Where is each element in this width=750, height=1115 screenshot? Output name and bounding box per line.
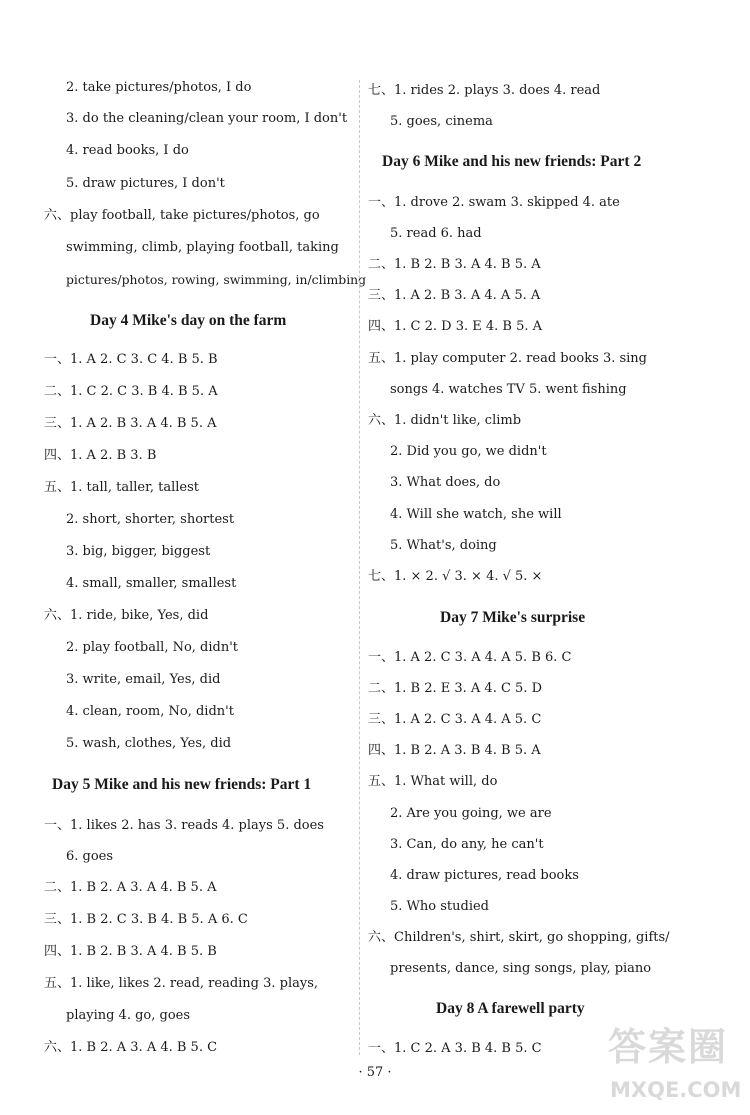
answer-line: 四、1. A 2. B 3. B: [44, 448, 157, 463]
answer-line: 4. draw pictures, read books: [390, 868, 579, 883]
page-number: · 57 ·: [358, 1065, 392, 1080]
answer-line: 6. goes: [66, 849, 114, 864]
answer-line: 4. read books, I do: [66, 143, 189, 158]
answer-line: 二、1. B 2. A 3. A 4. B 5. A: [44, 880, 217, 895]
answer-line: 三、1. B 2. C 3. B 4. B 5. A 6. C: [44, 912, 248, 927]
answer-line: 5. read 6. had: [390, 226, 482, 241]
answer-line: playing 4. go, goes: [66, 1008, 191, 1023]
column-divider: [359, 80, 360, 1055]
answer-line: pictures/photos, rowing, swimming, in/climbing: [66, 272, 367, 287]
answer-line: 五、1. What will, do: [368, 774, 498, 789]
answer-line: 六、1. ride, bike, Yes, did: [44, 608, 209, 623]
answer-line: presents, dance, sing songs, play, piano: [390, 961, 652, 976]
answer-line: 二、1. C 2. C 3. B 4. B 5. A: [44, 384, 218, 399]
answer-line: 5. What's, doing: [390, 538, 497, 553]
answer-line: 五、1. play computer 2. read books 3. sing: [368, 351, 647, 366]
answer-line: 七、1. × 2. √ 3. × 4. √ 5. ×: [368, 569, 543, 584]
answer-line: 2. Are you going, we are: [390, 806, 552, 821]
section-heading-day6: Day 6 Mike and his new friends: Part 2: [382, 153, 642, 170]
answer-line: 四、1. B 2. B 3. A 4. B 5. B: [44, 944, 217, 959]
answer-line: 六、play football, take pictures/photos, go: [44, 208, 320, 223]
answer-line: 3. What does, do: [390, 475, 501, 490]
answer-line: 一、1. A 2. C 3. A 4. A 5. B 6. C: [368, 650, 572, 665]
answer-line: 3. write, email, Yes, did: [66, 672, 221, 687]
answer-line: 七、1. rides 2. plays 3. does 4. read: [368, 83, 601, 98]
section-heading-day8: Day 8 A farewell party: [436, 1000, 585, 1017]
answer-line: 2. short, shorter, shortest: [66, 512, 235, 527]
answer-line: 五、1. like, likes 2. read, reading 3. plays,: [44, 976, 319, 991]
answer-line: 六、Children's, shirt, skirt, go shopping, gifts/: [368, 930, 670, 945]
answer-line: 2. take pictures/photos, I do: [66, 80, 252, 95]
answer-line: 六、1. didn't like, climb: [368, 413, 522, 428]
watermark-url: MXQE.COM: [610, 1078, 742, 1102]
answer-line: 4. Will she watch, she will: [390, 507, 562, 522]
section-heading-day7: Day 7 Mike's surprise: [440, 609, 586, 626]
answer-line: 三、1. A 2. C 3. A 4. A 5. C: [368, 712, 542, 727]
answer-line: 一、1. likes 2. has 3. reads 4. plays 5. does: [44, 818, 324, 833]
section-heading-day5: Day 5 Mike and his new friends: Part 1: [52, 776, 312, 793]
answer-line: 三、1. A 2. B 3. A 4. A 5. A: [368, 288, 541, 303]
answer-line: 五、1. tall, taller, tallest: [44, 480, 200, 495]
answer-line: 5. goes, cinema: [390, 114, 493, 129]
answer-line: 3. Can, do any, he can't: [390, 837, 544, 852]
answer-line: 5. wash, clothes, Yes, did: [66, 736, 232, 751]
answer-line: songs 4. watches TV 5. went fishing: [390, 382, 627, 397]
answer-line: 二、1. B 2. E 3. A 4. C 5. D: [368, 681, 543, 696]
answer-line: 5. draw pictures, I don't: [66, 176, 225, 191]
answer-line: 四、1. C 2. D 3. E 4. B 5. A: [368, 319, 543, 334]
answer-line: 3. big, bigger, biggest: [66, 544, 211, 559]
answer-line: 四、1. B 2. A 3. B 4. B 5. A: [368, 743, 541, 758]
answer-line: 5. Who studied: [390, 899, 489, 914]
answer-line: 2. play football, No, didn't: [66, 640, 239, 655]
answer-line: 4. clean, room, No, didn't: [66, 704, 234, 719]
answer-line: 4. small, smaller, smallest: [66, 576, 237, 591]
watermark-logo-text: 答案圈: [608, 1025, 729, 1069]
watermark-logo: [600, 1015, 745, 1107]
answer-line: 三、1. A 2. B 3. A 4. B 5. A: [44, 416, 217, 431]
answer-line: 一、1. A 2. C 3. C 4. B 5. B: [44, 352, 218, 367]
answer-line: 一、1. drove 2. swam 3. skipped 4. ate: [368, 195, 620, 210]
section-heading-day4: Day 4 Mike's day on the farm: [90, 312, 287, 329]
answer-line: swimming, climb, playing football, taking: [66, 240, 339, 255]
answer-line: 3. do the cleaning/clean your room, I don't: [66, 111, 348, 126]
answer-line: 2. Did you go, we didn't: [390, 444, 547, 459]
answer-line: 六、1. B 2. A 3. A 4. B 5. C: [44, 1040, 218, 1055]
answer-line: 一、1. C 2. A 3. B 4. B 5. C: [368, 1041, 542, 1056]
answer-line: 二、1. B 2. B 3. A 4. B 5. A: [368, 257, 541, 272]
